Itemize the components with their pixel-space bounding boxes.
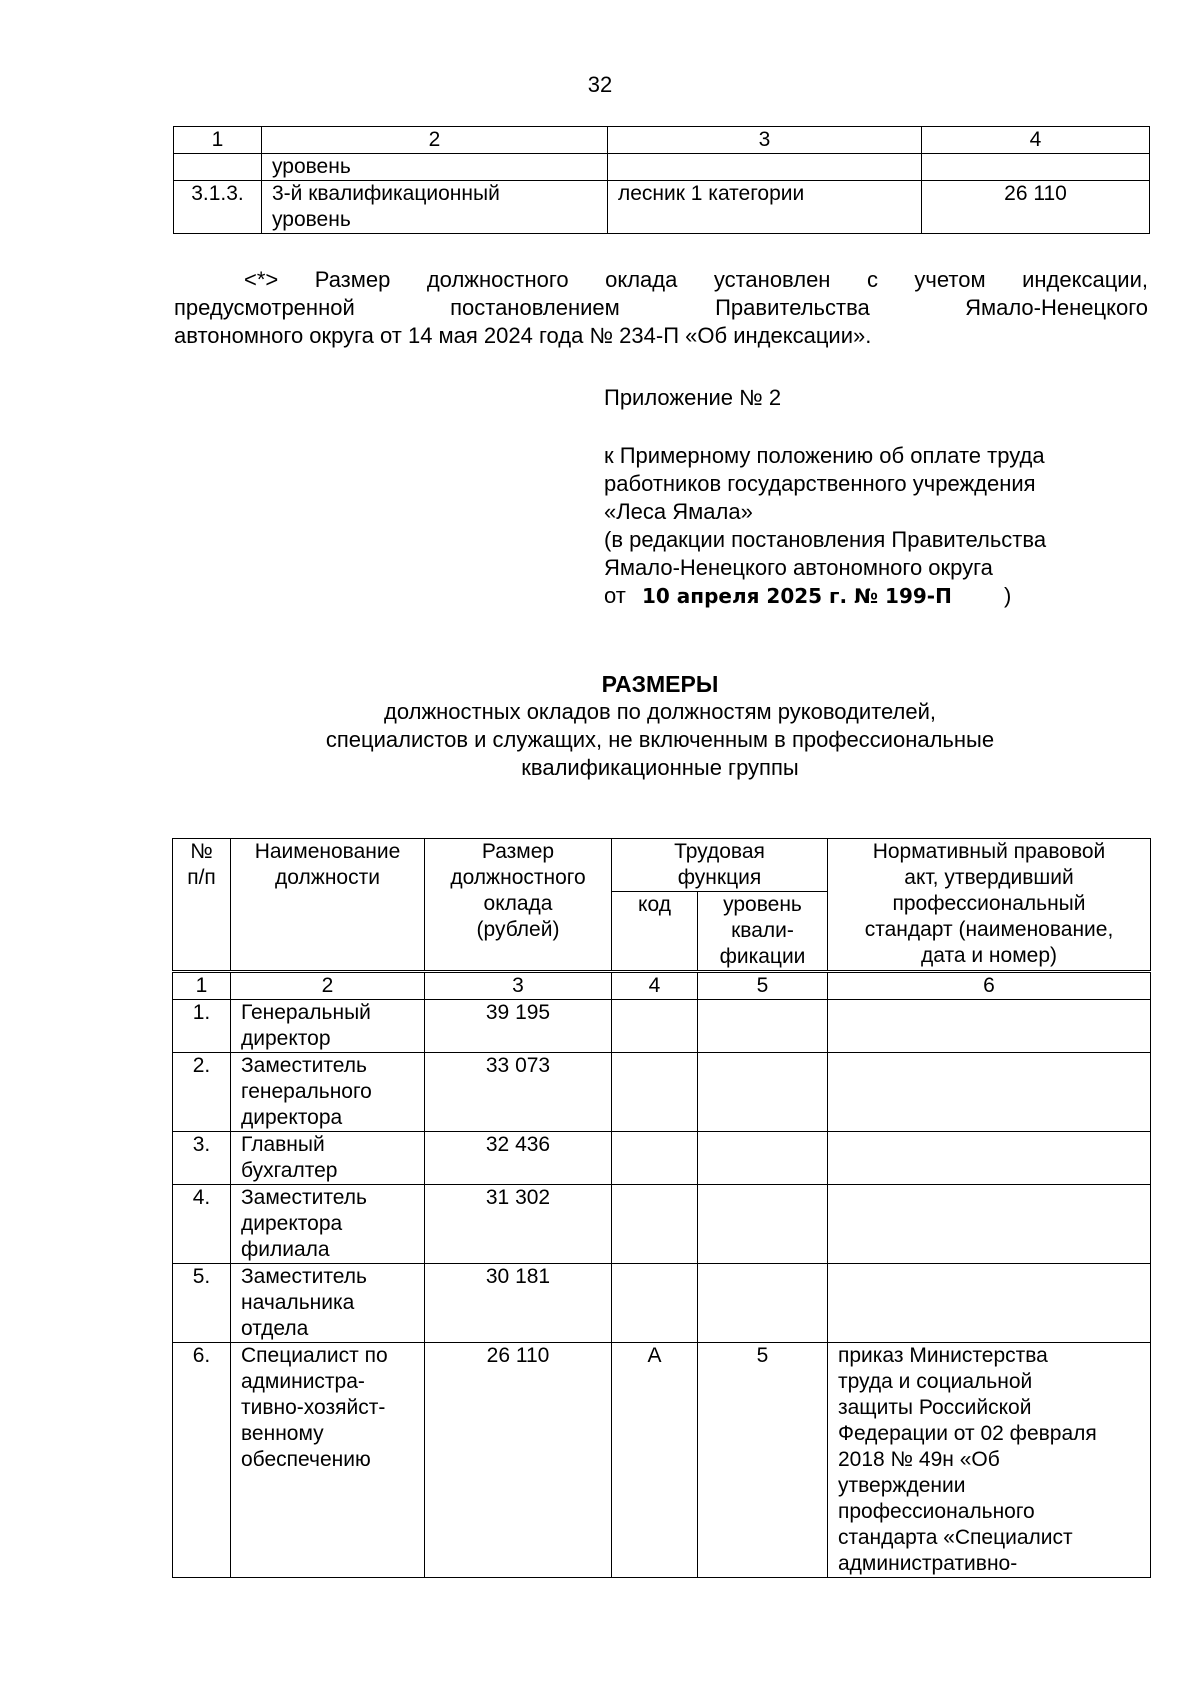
salary-value: 30 181 (425, 1264, 612, 1343)
qualification-level (698, 1000, 828, 1053)
function-code (612, 1053, 698, 1132)
column-number: 5 (698, 972, 828, 1000)
column-number: 4 (922, 127, 1150, 154)
position-name: лесник 1 категории (608, 181, 922, 234)
column-number: 2 (262, 127, 608, 154)
table-body (173, 1000, 1151, 1578)
position-name: Заместитель директора филиала (231, 1185, 425, 1264)
function-code (612, 1264, 698, 1343)
header-qualification-level: уровень квали- фикации (698, 892, 828, 972)
table-row (174, 154, 1150, 181)
row-number: 4. (173, 1185, 231, 1264)
header-position: Наименование должности (231, 839, 425, 972)
table-row (173, 1000, 1151, 1053)
column-number: 2 (231, 972, 425, 1000)
qualification-level (698, 1053, 828, 1132)
column-number: 1 (173, 972, 231, 1000)
continuation-table (173, 126, 1150, 234)
header-number: № п/п (173, 839, 231, 972)
heading-title: РАЗМЕРЫ (601, 671, 719, 697)
function-code (612, 1132, 698, 1185)
row-number: 6. (173, 1343, 231, 1578)
column-number: 4 (612, 972, 698, 1000)
row-number: 3.1.3. (174, 181, 262, 234)
page-number: 32 (587, 72, 613, 97)
table-row (173, 1132, 1151, 1185)
position-name: Генеральный директор (231, 1000, 425, 1053)
row-number: 5. (173, 1264, 231, 1343)
qualification-level (698, 1264, 828, 1343)
legal-act (828, 1053, 1151, 1132)
position-name (608, 154, 922, 181)
row-number: 3. (173, 1132, 231, 1185)
document-heading: РАЗМЕРЫ должностных окладов по должностям руководителей, специалистов и служащих, не включенным в профессиональные квалификационные группы (0, 670, 1200, 782)
function-code (612, 1185, 698, 1264)
qualification-level (698, 1185, 828, 1264)
table-row (173, 1343, 1151, 1578)
legal-act (828, 1185, 1151, 1264)
column-number: 3 (608, 127, 922, 154)
table-row (174, 181, 1150, 234)
salary-value: 31 302 (425, 1185, 612, 1264)
footnote: <*> Размер должностного оклада установлен с учетом индексации, предусмотренной постановлением Правительства Ямало-Ненецкого автономного округа от 14 мая 2024 года № 234-П «Об индексации». (174, 267, 1148, 348)
qualification-level: уровень (262, 154, 608, 181)
salary-value: 39 195 (425, 1000, 612, 1053)
column-numbers-row (173, 972, 1151, 1000)
salary-table (172, 838, 1151, 1578)
column-number: 6 (828, 972, 1151, 1000)
row-number (174, 154, 262, 181)
table-header-row (173, 839, 1151, 892)
column-number: 3 (425, 972, 612, 1000)
row-number: 2. (173, 1053, 231, 1132)
table-row (173, 1185, 1151, 1264)
appendix-title: Приложение № 2 (604, 385, 782, 410)
qualification-level: 5 (698, 1343, 828, 1578)
legal-act (828, 1132, 1151, 1185)
table-header-row (174, 127, 1150, 154)
table-row (173, 1053, 1151, 1132)
appendix-date-line: от 10 апреля 2025 г. № 199-П ) (604, 583, 1012, 608)
table-row (173, 1264, 1151, 1343)
position-name: Заместитель начальника отдела (231, 1264, 425, 1343)
header-salary: Размер должностного оклада (рублей) (425, 839, 612, 972)
row-number: 1. (173, 1000, 231, 1053)
legal-act: приказ Министерства труда и социальной защиты Российской Федерации от 02 февраля 2018 № 49н «Об утверждении профессионального стандарта «Специалист административно- (828, 1343, 1151, 1578)
legal-act (828, 1264, 1151, 1343)
appendix-reference: к Примерному положению об оплате труда работников государственного учреждения «Леса Ямала» (в редакции постановления Правительства Ямало-Ненецкого автономного округа от 10 апреля 2025 г. № 199-П ) (604, 443, 1047, 608)
salary-value: 26 110 (425, 1343, 612, 1578)
qualification-level (698, 1132, 828, 1185)
position-name: Главный бухгалтер (231, 1132, 425, 1185)
position-name: Заместитель генерального директора (231, 1053, 425, 1132)
qualification-level: 3-й квалификационный уровень (262, 181, 608, 234)
function-code (612, 1000, 698, 1053)
position-name: Специалист по администра- тивно-хозяйст- венному обеспечению (231, 1343, 425, 1578)
salary-value (922, 154, 1150, 181)
function-code: А (612, 1343, 698, 1578)
header-labor-function: Трудовая функция (612, 839, 828, 892)
column-number: 1 (174, 127, 262, 154)
resolution-date-number: 10 апреля 2025 г. № 199-П (641, 584, 952, 608)
legal-act (828, 1000, 1151, 1053)
salary-value: 33 073 (425, 1053, 612, 1132)
salary-value: 26 110 (922, 181, 1150, 234)
salary-value: 32 436 (425, 1132, 612, 1185)
header-legal-act: Нормативный правовой акт, утвердивший профессиональный стандарт (наименование, дата и номер) (828, 839, 1151, 972)
header-code: код (612, 892, 698, 972)
